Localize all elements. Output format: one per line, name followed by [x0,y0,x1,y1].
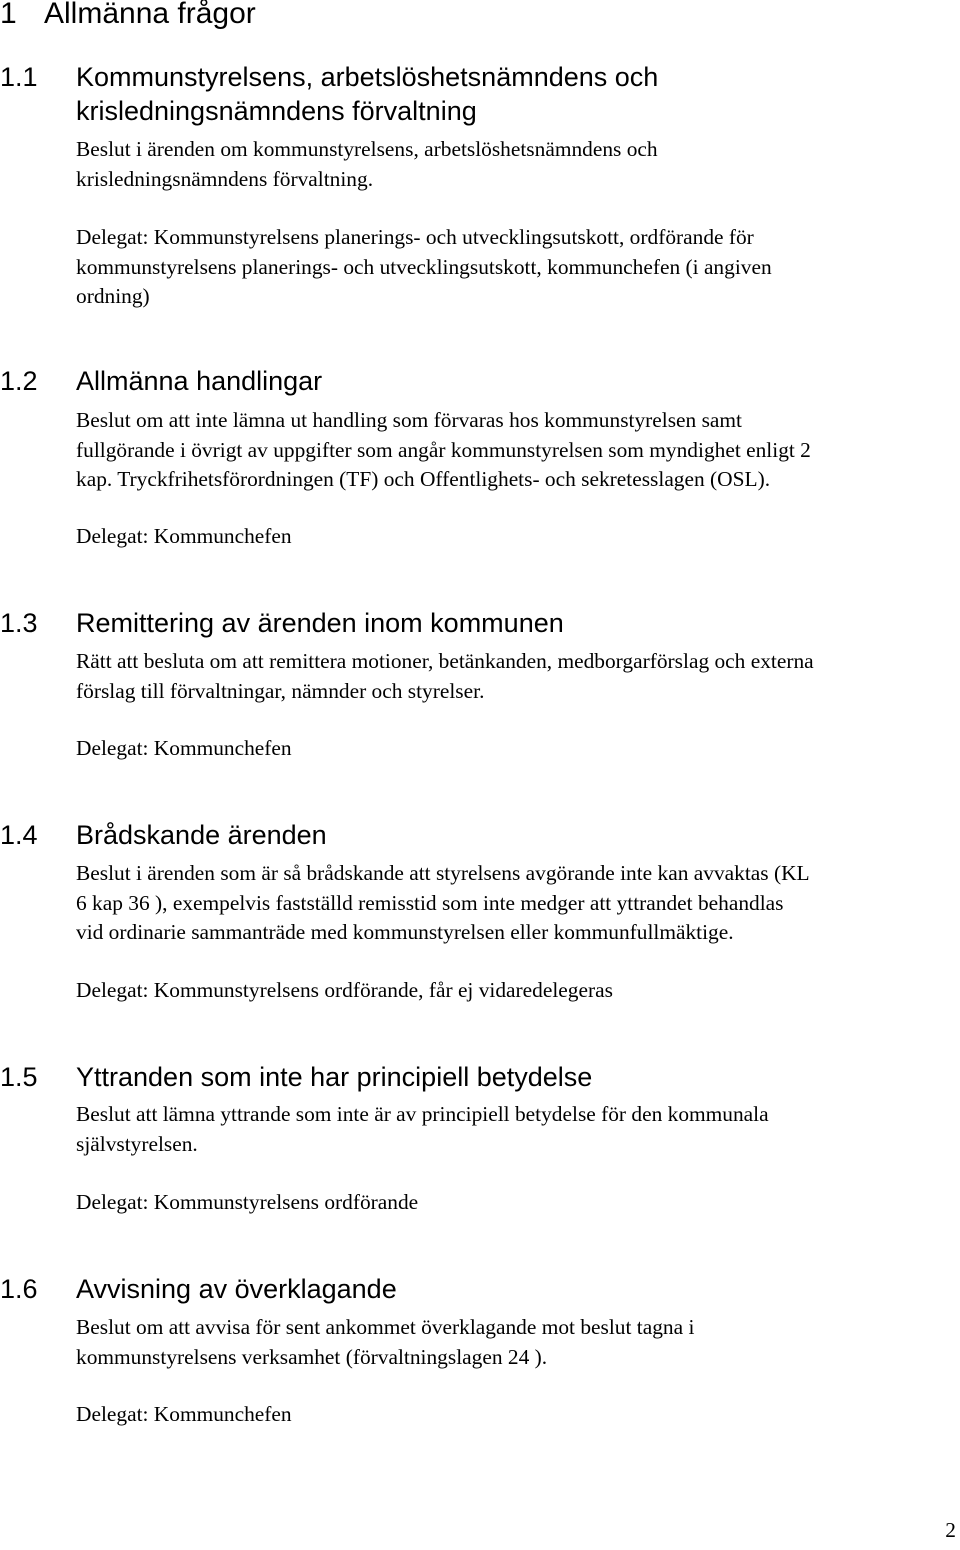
section-title: Allmänna handlingar [76,366,323,396]
section-title: Brådskande ärenden [76,820,327,850]
section-text-1-6: Beslut om att avvisa för sent ankommet överklagande mot beslut tagna i kommunstyrelsens verksamhet (förvaltningslagen 24 ). [76,1315,695,1369]
chapter-title: Allmänna frågor [44,0,256,30]
section-heading-1-4 [0,818,916,852]
delegat-1-1: Delegat: Kommunstyrelsens planerings- och utvecklingsutskott, ordförande för kommunstyrelsens planerings- och utvecklingsutskott, kommunchefen (i angiven ordning) [76,225,772,308]
delegat-1-3: Delegat: Kommunchefen [76,736,292,760]
section-text-1-4: Beslut i ärenden som är så brådskande att styrelsens avgörande inte kan avvaktas (KL 6 kap 36 ), exempelvis fastställd remisstid som inte medger att yttrandet behandlas vid ordinarie sammanträde med kommunstyrelsen eller kommunfullmäktige. [76,861,810,944]
delegat-1-6: Delegat: Kommunchefen [76,1402,292,1426]
delegat-1-5: Delegat: Kommunstyrelsens ordförande [76,1190,419,1214]
page-number: 2 [945,1518,956,1542]
section-title: Remittering av ärenden inom kommunen [76,608,564,638]
section-heading-1-1 [0,60,916,128]
section-number: 1.3 [0,608,38,638]
section-heading-1-5 [0,1060,916,1094]
chapter-heading [0,0,256,34]
section-title: Yttranden som inte har principiell betydelse [76,1062,593,1092]
delegat-1-4: Delegat: Kommunstyrelsens ordförande, får ej vidaredelegeras [76,978,613,1002]
section-text-1-3: Rätt att besluta om att remittera motioner, betänkanden, medborgarförslag och externa förslag till förvaltningar, nämnder och styrelser. [76,649,814,703]
section-heading-1-3 [0,606,916,640]
section-number: 1.2 [0,366,38,396]
section-title: Avvisning av överklagande [76,1274,397,1304]
section-title: Kommunstyrelsens, arbetslöshetsnämndens och krisledningsnämndens förvaltning [76,62,659,126]
section-number: 1.5 [0,1062,38,1092]
section-number: 1.4 [0,820,38,850]
chapter-number: 1 [0,0,17,30]
section-text-1-5: Beslut att lämna yttrande som inte är av principiell betydelse för den kommunala självstyrelsen. [76,1102,769,1156]
section-text-1-1: Beslut i ärenden om kommunstyrelsens, arbetslöshetsnämndens och krisledningsnämndens förvaltning. [76,137,658,191]
section-number: 1.6 [0,1274,38,1304]
section-heading-1-6 [0,1272,916,1306]
section-text-1-2: Beslut om att inte lämna ut handling som förvaras hos kommunstyrelsen samt fullgörande i övrigt av uppgifter som angår kommunstyrelsen som myndighet enligt 2 kap. Tryckfrihetsförordningen (TF) och Offentlighets- och sekretesslagen (OSL). [76,408,811,491]
section-heading-1-2 [0,364,916,398]
delegat-1-2: Delegat: Kommunchefen [76,524,292,548]
section-number: 1.1 [0,62,38,92]
